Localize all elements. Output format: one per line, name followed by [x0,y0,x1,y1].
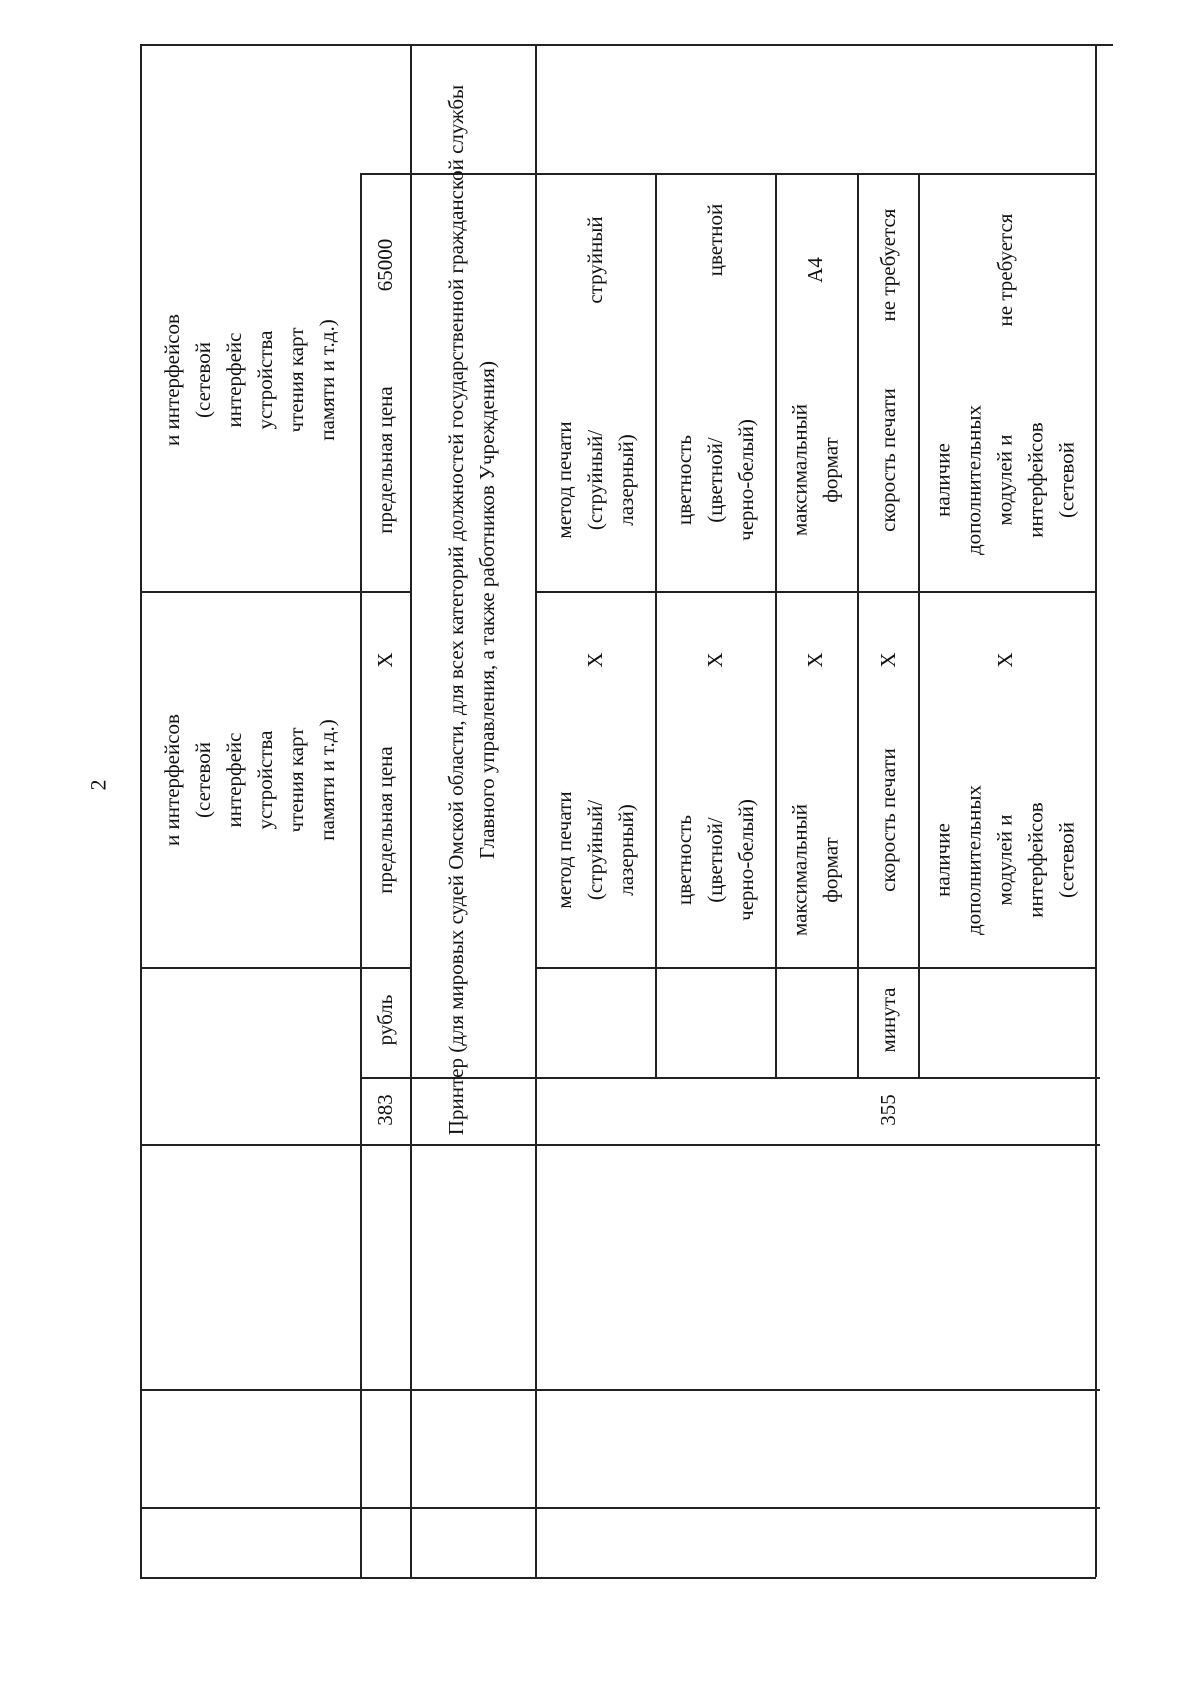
row-method-actual-value: струйный [582,216,607,304]
row-price-unit: рубль [372,994,397,1046]
row-price-required-value: Х [372,652,397,668]
row-speed-code: 355 [875,1094,900,1126]
row-interfaces-actual-char: и интерфейсов (сетевой интерфейс устройства чтения карт памяти и т.д.) [160,314,339,446]
row-price-required-char: предельная цена [372,746,397,894]
row-format-required-value: Х [802,652,827,668]
row-modules-required-value: Х [992,652,1017,668]
row-modules-actual-value: не требуется [992,213,1017,327]
page-number: 2 [85,779,111,791]
row-speed-required-value: Х [875,652,900,668]
row-format-actual-value: А4 [802,257,827,283]
row-method-required-value: Х [582,652,607,668]
row-color-actual-char: цветность (цветной/ черно-белый) [671,419,758,541]
row-color-required-char: цветность (цветной/ черно-белый) [671,799,758,921]
row-method-required-char: метод печати (струйный/ лазерный) [551,791,638,909]
row-speed-actual-char: скорость печати [875,388,900,532]
row-format-required-char: максимальный формат [787,804,842,936]
row-speed-required-char: скорость печати [875,748,900,892]
row-price-code: 383 [372,1094,397,1126]
row-speed-unit: минута [875,987,900,1053]
row-modules-actual-char: наличие дополнительных модулей и интерфейсов (сетевой [930,405,1079,556]
row-speed-actual-value: не требуется [875,208,900,322]
row-interfaces-required-char: и интерфейсов (сетевой интерфейс устройства чтения карт памяти и т.д.) [160,714,339,846]
row-modules-required-char: наличие дополнительных модулей и интерфейсов (сетевой [930,785,1079,936]
row-format-actual-char: максимальный формат [787,404,842,536]
row-color-required-value: Х [702,652,727,668]
row-price-actual-char: предельная цена [372,386,397,534]
section-title: Принтер (для мировых судей Омской области, для всех категорий должностей государственной гражданской службы Главного управления, а также работников Учреждения) [444,84,499,1136]
row-color-actual-value: цветной [702,203,727,277]
row-price-actual-value: 65000 [372,238,397,292]
row-method-actual-char: метод печати (струйный/ лазерный) [551,421,638,539]
